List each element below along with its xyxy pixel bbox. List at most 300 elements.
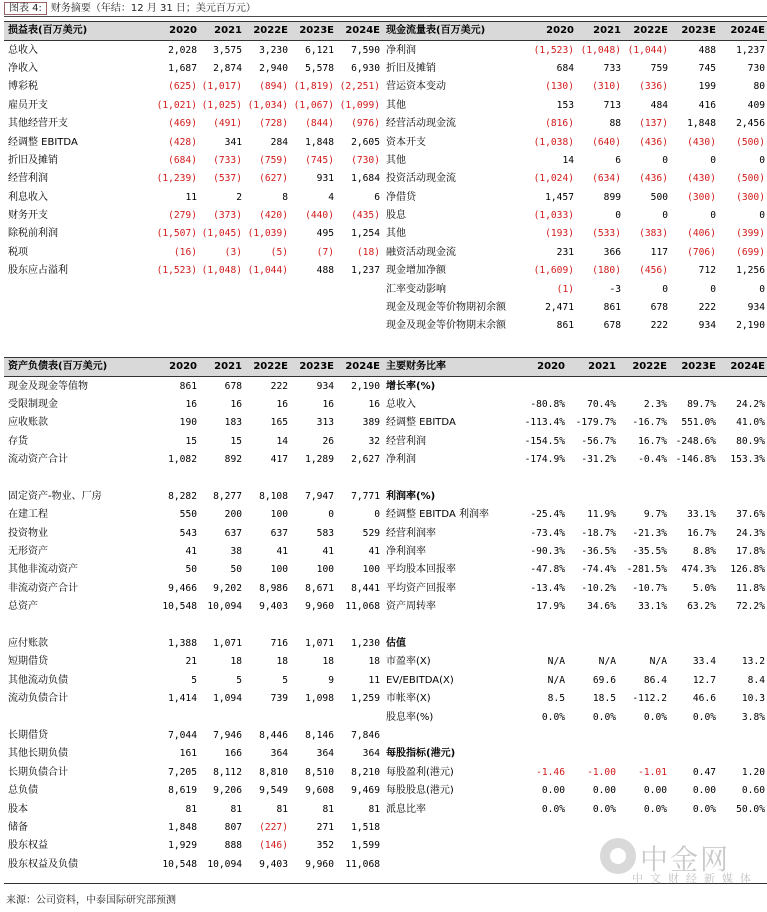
cell-value: 10,094 bbox=[207, 858, 242, 870]
cell-value: 1,929 bbox=[168, 840, 197, 852]
table-row bbox=[382, 377, 767, 396]
cell-value: 5 bbox=[282, 674, 288, 686]
cell-value: 484 bbox=[650, 99, 668, 111]
table-row bbox=[382, 745, 767, 763]
cell-value bbox=[567, 377, 618, 396]
cell-value: 222 bbox=[650, 320, 668, 332]
cell-value: 1,599 bbox=[351, 840, 380, 852]
cell-value: 0 bbox=[662, 154, 668, 166]
table-row bbox=[4, 525, 382, 543]
row-label: 净借贷 bbox=[386, 191, 416, 203]
table-row bbox=[4, 207, 382, 225]
table-row bbox=[382, 433, 767, 451]
cell-value: (399) bbox=[736, 228, 765, 240]
cell-value: 1,388 bbox=[168, 638, 197, 650]
cell-value: 9,549 bbox=[259, 785, 288, 797]
cell-value: (440) bbox=[305, 210, 334, 222]
cell-value: 34.6% bbox=[587, 601, 616, 613]
source-note: 来源：公司资料，中泰国际研究部预测 bbox=[6, 895, 176, 906]
row-label: 现金及现金等价物期初余额 bbox=[386, 302, 506, 314]
cell-value bbox=[669, 616, 718, 634]
cell-value: (16) bbox=[173, 246, 197, 258]
table-row bbox=[4, 225, 382, 243]
cell-value: 1,254 bbox=[351, 228, 380, 240]
cell-value: 6 bbox=[615, 154, 621, 166]
cell-value: 284 bbox=[270, 136, 288, 148]
cell-value: 81 bbox=[368, 803, 380, 815]
cell-value: -154.5% bbox=[524, 435, 565, 447]
income-table bbox=[4, 21, 382, 280]
cell-value: (1,067) bbox=[293, 99, 334, 111]
cell-value: 1,414 bbox=[168, 693, 197, 705]
cell-value: 1,237 bbox=[351, 265, 380, 277]
cell-value: 9,202 bbox=[213, 582, 242, 594]
row-label: 股东应占溢利 bbox=[8, 265, 68, 277]
figure-title: 财务摘要（年结：12 月 31 日；美元百万元） bbox=[50, 3, 256, 14]
row-label bbox=[382, 469, 516, 487]
cell-value: 416 bbox=[698, 99, 716, 111]
cell-value: 16 bbox=[322, 398, 334, 410]
cell-value: 17.8% bbox=[736, 546, 765, 558]
column-header-year: 2024E bbox=[336, 358, 382, 377]
cell-value: (180) bbox=[592, 265, 621, 277]
cell-value: 0.0% bbox=[592, 711, 616, 723]
table-row bbox=[4, 414, 382, 432]
row-label: 净利润 bbox=[386, 454, 416, 466]
table-row bbox=[4, 78, 382, 96]
cell-value: 529 bbox=[362, 527, 380, 539]
column-header-year: 2024E bbox=[718, 22, 767, 41]
cell-value: -113.4% bbox=[524, 417, 565, 429]
cell-value: (1,024) bbox=[533, 173, 574, 185]
row-label: 流动资产合计 bbox=[8, 454, 68, 466]
cell-value: -90.3% bbox=[530, 546, 565, 558]
cell-value: 8,671 bbox=[305, 582, 334, 594]
cell-value bbox=[669, 469, 718, 487]
cell-value: (1,507) bbox=[156, 228, 197, 240]
cell-value: 745 bbox=[698, 62, 716, 74]
cell-value: (130) bbox=[545, 81, 574, 93]
column-header-year: 2023E bbox=[290, 22, 336, 41]
cell-value: 2.3% bbox=[643, 398, 667, 410]
cell-value: 41 bbox=[368, 546, 380, 558]
cell-value: 1,518 bbox=[351, 821, 380, 833]
table-row bbox=[4, 244, 382, 262]
table-row bbox=[4, 635, 382, 653]
cell-value: 6 bbox=[374, 191, 380, 203]
cell-value bbox=[290, 708, 336, 726]
cell-value: 8.5 bbox=[547, 693, 565, 705]
table-row bbox=[4, 856, 382, 874]
cell-value: 4 bbox=[328, 191, 334, 203]
table-row bbox=[382, 525, 767, 543]
cell-value: 0 bbox=[759, 210, 765, 222]
cell-value bbox=[718, 469, 767, 487]
column-header-year: 2021 bbox=[199, 358, 244, 377]
cell-value: -47.8% bbox=[530, 564, 565, 576]
cell-value: -74.4% bbox=[581, 564, 616, 576]
cell-value: 9,403 bbox=[259, 601, 288, 613]
cell-value: 0.47 bbox=[692, 766, 716, 778]
cell-value: 2 bbox=[236, 191, 242, 203]
cell-value: (227) bbox=[259, 821, 288, 833]
column-header-year: 2022E bbox=[244, 358, 290, 377]
cell-value bbox=[567, 635, 618, 653]
cell-value: 9 bbox=[328, 674, 334, 686]
cell-value: 11,068 bbox=[345, 601, 380, 613]
cell-value: 3,575 bbox=[213, 44, 242, 56]
cell-value bbox=[516, 616, 567, 634]
cell-value: 86.4 bbox=[643, 674, 667, 686]
row-label: 财务开支 bbox=[8, 210, 48, 222]
row-label: 总负债 bbox=[8, 785, 38, 797]
cell-value: 0 bbox=[328, 509, 334, 521]
row-label: 现金增加净额 bbox=[386, 265, 446, 277]
row-label: 其他经营开支 bbox=[8, 118, 68, 130]
cell-value: -31.2% bbox=[581, 454, 616, 466]
cell-value: 417 bbox=[270, 454, 288, 466]
cell-value: 33.4 bbox=[692, 656, 716, 668]
cell-value: 1,230 bbox=[351, 638, 380, 650]
table-row bbox=[382, 207, 767, 225]
row-label: 经营利润 bbox=[386, 435, 426, 447]
financial-ratios-panel bbox=[382, 357, 767, 819]
row-label: 融资活动现金流 bbox=[386, 246, 456, 258]
cell-value: 0.0% bbox=[692, 711, 716, 723]
table-row bbox=[4, 396, 382, 414]
cell-value: 46.6 bbox=[692, 693, 716, 705]
cell-value bbox=[718, 488, 767, 506]
row-label: 投资活动现金流 bbox=[386, 173, 456, 185]
row-label: 税项 bbox=[8, 246, 28, 258]
cell-value: 8,446 bbox=[259, 730, 288, 741]
panel-title: 损益表(百万美元) bbox=[4, 22, 154, 41]
cell-value: 2,028 bbox=[168, 44, 197, 56]
cell-value: 712 bbox=[698, 265, 716, 277]
table-row bbox=[382, 41, 767, 60]
cell-value bbox=[718, 377, 767, 396]
cell-value: 0 bbox=[662, 210, 668, 222]
cell-value: (1,021) bbox=[156, 99, 197, 111]
cell-value: (1,523) bbox=[156, 265, 197, 277]
cell-value: (745) bbox=[305, 154, 334, 166]
cell-value: 69.6 bbox=[592, 674, 616, 686]
table-row bbox=[382, 451, 767, 469]
row-label: 股东权益及负债 bbox=[8, 858, 78, 870]
cell-value: 5,578 bbox=[305, 62, 334, 74]
cell-value: 166 bbox=[224, 748, 242, 760]
cell-value bbox=[290, 469, 336, 487]
column-header-year: 2021 bbox=[567, 358, 618, 377]
column-header-year: 2024E bbox=[336, 22, 382, 41]
table-row bbox=[4, 97, 382, 115]
row-label: 长期负债合计 bbox=[8, 766, 68, 778]
row-label: 总收入 bbox=[8, 44, 38, 56]
cell-value: 11 bbox=[368, 674, 380, 686]
column-header-year: 2021 bbox=[199, 22, 244, 41]
table-row bbox=[382, 317, 767, 335]
cell-value: -25.4% bbox=[530, 509, 565, 521]
cell-value: 8,108 bbox=[259, 490, 288, 502]
cell-value: 9,466 bbox=[168, 582, 197, 594]
cashflow-table bbox=[382, 21, 767, 336]
table-row bbox=[382, 764, 767, 782]
cell-value: 70.4% bbox=[587, 398, 616, 410]
row-label: 应收账款 bbox=[8, 417, 48, 429]
cell-value: 81 bbox=[322, 803, 334, 815]
cell-value: 2,456 bbox=[736, 118, 765, 130]
cell-value bbox=[618, 469, 669, 487]
cell-value: -146.8% bbox=[675, 454, 716, 466]
table-row bbox=[382, 414, 767, 432]
cell-value bbox=[718, 745, 767, 763]
cell-value: 934 bbox=[316, 380, 334, 392]
cell-value: 5 bbox=[236, 674, 242, 686]
cell-value: 409 bbox=[747, 99, 765, 111]
cell-value: 931 bbox=[316, 173, 334, 185]
row-label: 其他非流动资产 bbox=[8, 564, 78, 576]
table-row bbox=[4, 708, 382, 726]
cell-value: 153.3% bbox=[730, 454, 765, 466]
cell-value: N/A bbox=[547, 674, 565, 686]
cell-value: 11.9% bbox=[587, 509, 616, 521]
cell-value bbox=[618, 488, 669, 506]
cell-value: 713 bbox=[603, 99, 621, 111]
row-label: 其他流动负债 bbox=[8, 674, 68, 686]
table-row bbox=[382, 561, 767, 579]
cell-value: -13.4% bbox=[530, 582, 565, 594]
cell-value: -1.46 bbox=[536, 766, 565, 778]
cell-value: 0.00 bbox=[592, 785, 616, 797]
table-row bbox=[382, 299, 767, 317]
cell-value bbox=[669, 745, 718, 763]
panel-title: 现金流量表(百万美元) bbox=[382, 22, 526, 41]
cell-value: 739 bbox=[270, 693, 288, 705]
cell-value: -21.3% bbox=[632, 527, 667, 539]
cell-value: 8,619 bbox=[168, 785, 197, 797]
cell-value: 14 bbox=[276, 435, 288, 447]
cell-value: 0 bbox=[374, 509, 380, 521]
table-row bbox=[382, 97, 767, 115]
cell-value: 8,277 bbox=[213, 490, 242, 502]
row-label: 其他 bbox=[386, 228, 406, 240]
row-label: 投资物业 bbox=[8, 527, 48, 539]
cell-value: (1,033) bbox=[533, 210, 574, 222]
cell-value: N/A bbox=[547, 656, 565, 668]
cell-value: 100 bbox=[270, 509, 288, 521]
cell-value: (1,025) bbox=[201, 99, 242, 111]
cell-value: -112.2 bbox=[632, 693, 667, 705]
cell-value: 0 bbox=[710, 154, 716, 166]
cell-value: 8,441 bbox=[351, 582, 380, 594]
cell-value: 41 bbox=[322, 546, 334, 558]
cell-value: 366 bbox=[603, 246, 621, 258]
column-header-year: 2021 bbox=[576, 22, 623, 41]
table-row bbox=[4, 469, 382, 487]
cell-value: 364 bbox=[362, 748, 380, 760]
cell-value: 183 bbox=[224, 417, 242, 429]
row-label: 利润率(%) bbox=[386, 490, 436, 502]
cell-value: (435) bbox=[351, 210, 380, 222]
cell-value: 1,094 bbox=[213, 693, 242, 705]
row-label: 股息率(%) bbox=[386, 711, 434, 723]
cell-value: 3,230 bbox=[259, 44, 288, 56]
cell-value: 8.8% bbox=[692, 546, 716, 558]
row-label: 资产周转率 bbox=[386, 601, 436, 613]
cell-value: (894) bbox=[259, 81, 288, 93]
cell-value: 271 bbox=[316, 821, 334, 833]
table-row bbox=[382, 115, 767, 133]
cell-value: 1,237 bbox=[736, 44, 765, 56]
cell-value: 1,259 bbox=[351, 693, 380, 705]
cell-value: 861 bbox=[556, 320, 574, 332]
cell-value: 8,112 bbox=[213, 766, 242, 778]
cell-value: 88 bbox=[609, 118, 621, 130]
cell-value: (1,034) bbox=[247, 99, 288, 111]
cell-value: -35.5% bbox=[632, 546, 667, 558]
cell-value: 678 bbox=[224, 380, 242, 392]
row-label: 流动负债合计 bbox=[8, 693, 68, 705]
row-label: 经营活动现金流 bbox=[386, 118, 456, 130]
cell-value: 2,190 bbox=[736, 320, 765, 332]
column-header-year: 2023E bbox=[670, 22, 718, 41]
cell-value: (3) bbox=[224, 246, 242, 258]
cell-value bbox=[669, 488, 718, 506]
cell-value: 1,684 bbox=[351, 173, 380, 185]
cell-value: 222 bbox=[698, 302, 716, 314]
cell-value: 222 bbox=[270, 380, 288, 392]
cell-value bbox=[336, 616, 382, 634]
table-row bbox=[4, 115, 382, 133]
cell-value: (1,819) bbox=[293, 81, 334, 93]
cell-value: 1,848 bbox=[305, 136, 334, 148]
cell-value: 8,282 bbox=[168, 490, 197, 502]
table-row bbox=[382, 727, 767, 745]
cell-value: 0.0% bbox=[643, 803, 667, 815]
cell-value: 72.2% bbox=[736, 601, 765, 613]
table-row bbox=[382, 690, 767, 708]
table-row bbox=[4, 152, 382, 170]
cell-value: -0.4% bbox=[638, 454, 667, 466]
cell-value: 8,810 bbox=[259, 766, 288, 778]
cell-value: 7,771 bbox=[351, 490, 380, 502]
cell-value: 8 bbox=[282, 191, 288, 203]
column-header-year: 2020 bbox=[154, 22, 199, 41]
table-row bbox=[382, 488, 767, 506]
row-label: 派息比率 bbox=[386, 803, 426, 815]
cell-value bbox=[154, 469, 199, 487]
cell-value: 9,403 bbox=[259, 858, 288, 870]
cell-value: 0 bbox=[710, 210, 716, 222]
row-label: 折旧及摊销 bbox=[386, 62, 436, 74]
cell-value: 41 bbox=[276, 546, 288, 558]
cell-value: 7,947 bbox=[305, 490, 334, 502]
column-header-year: 2020 bbox=[526, 22, 576, 41]
cell-value: 12.7 bbox=[692, 674, 716, 686]
cell-value: 200 bbox=[224, 509, 242, 521]
cell-value: 33.1% bbox=[687, 509, 716, 521]
row-label: 利息收入 bbox=[8, 191, 48, 203]
cell-value: 1,071 bbox=[213, 638, 242, 650]
row-label: 受限制现金 bbox=[8, 398, 58, 410]
cell-value bbox=[567, 488, 618, 506]
cell-value bbox=[618, 635, 669, 653]
row-label bbox=[382, 616, 516, 634]
cell-value: 6,930 bbox=[351, 62, 380, 74]
column-header-year: 2020 bbox=[154, 358, 199, 377]
cell-value: -36.5% bbox=[581, 546, 616, 558]
cell-value: 1,687 bbox=[168, 62, 197, 74]
cell-value: 13.2 bbox=[741, 656, 765, 668]
cell-value: (436) bbox=[639, 173, 668, 185]
watermark-logo-icon bbox=[600, 838, 636, 874]
cell-value: 1,098 bbox=[305, 693, 334, 705]
row-label: 平均资产回报率 bbox=[386, 582, 456, 594]
cell-value: (491) bbox=[213, 118, 242, 130]
row-label: 经营利润 bbox=[8, 173, 48, 185]
cell-value: 637 bbox=[270, 527, 288, 539]
cell-value: 9,960 bbox=[305, 858, 334, 870]
cell-value: 899 bbox=[603, 191, 621, 203]
cell-value: (310) bbox=[592, 81, 621, 93]
row-label: 汇率变动影响 bbox=[386, 283, 446, 295]
table-row bbox=[382, 543, 767, 561]
row-label: 股息 bbox=[386, 210, 406, 222]
row-label: 固定资产-物业、厂房 bbox=[8, 490, 102, 502]
cell-value: 5.0% bbox=[692, 582, 716, 594]
cell-value: (279) bbox=[168, 210, 197, 222]
cell-value bbox=[618, 745, 669, 763]
cell-value: -73.4% bbox=[530, 527, 565, 539]
table-row bbox=[382, 280, 767, 298]
cell-value: 100 bbox=[316, 564, 334, 576]
row-label: 短期借贷 bbox=[8, 656, 48, 668]
cell-value: 0.60 bbox=[741, 785, 765, 797]
cell-value: 0.00 bbox=[541, 785, 565, 797]
cell-value bbox=[618, 727, 669, 745]
cell-value bbox=[290, 616, 336, 634]
cell-value: 9.7% bbox=[643, 509, 667, 521]
row-label: 折旧及摊销 bbox=[8, 154, 58, 166]
cell-value bbox=[567, 745, 618, 763]
cell-value: (1,044) bbox=[627, 44, 668, 56]
column-header-year: 2023E bbox=[290, 358, 336, 377]
row-label: 存货 bbox=[8, 435, 28, 447]
cell-value: 89.7% bbox=[687, 398, 716, 410]
cell-value: 8,510 bbox=[305, 766, 334, 778]
cell-value: 1,071 bbox=[305, 638, 334, 650]
cell-value: 0.0% bbox=[541, 711, 565, 723]
table-row bbox=[4, 377, 382, 396]
row-label: 经营利润率 bbox=[386, 527, 436, 539]
cell-value: 550 bbox=[179, 509, 197, 521]
row-label: 增长率(%) bbox=[386, 380, 436, 392]
table-row bbox=[4, 433, 382, 451]
cell-value: (469) bbox=[168, 118, 197, 130]
cell-value: 888 bbox=[224, 840, 242, 852]
cell-value: 7,590 bbox=[351, 44, 380, 56]
cell-value: 892 bbox=[224, 454, 242, 466]
cell-value: 0 bbox=[759, 283, 765, 295]
table-row bbox=[382, 506, 767, 524]
cell-value: 2,605 bbox=[351, 136, 380, 148]
cell-value: (300) bbox=[687, 191, 716, 203]
row-label: 雇员开支 bbox=[8, 99, 48, 111]
cell-value: 9,469 bbox=[351, 785, 380, 797]
cell-value bbox=[567, 616, 618, 634]
table-row bbox=[4, 60, 382, 78]
cell-value: 26 bbox=[322, 435, 334, 447]
